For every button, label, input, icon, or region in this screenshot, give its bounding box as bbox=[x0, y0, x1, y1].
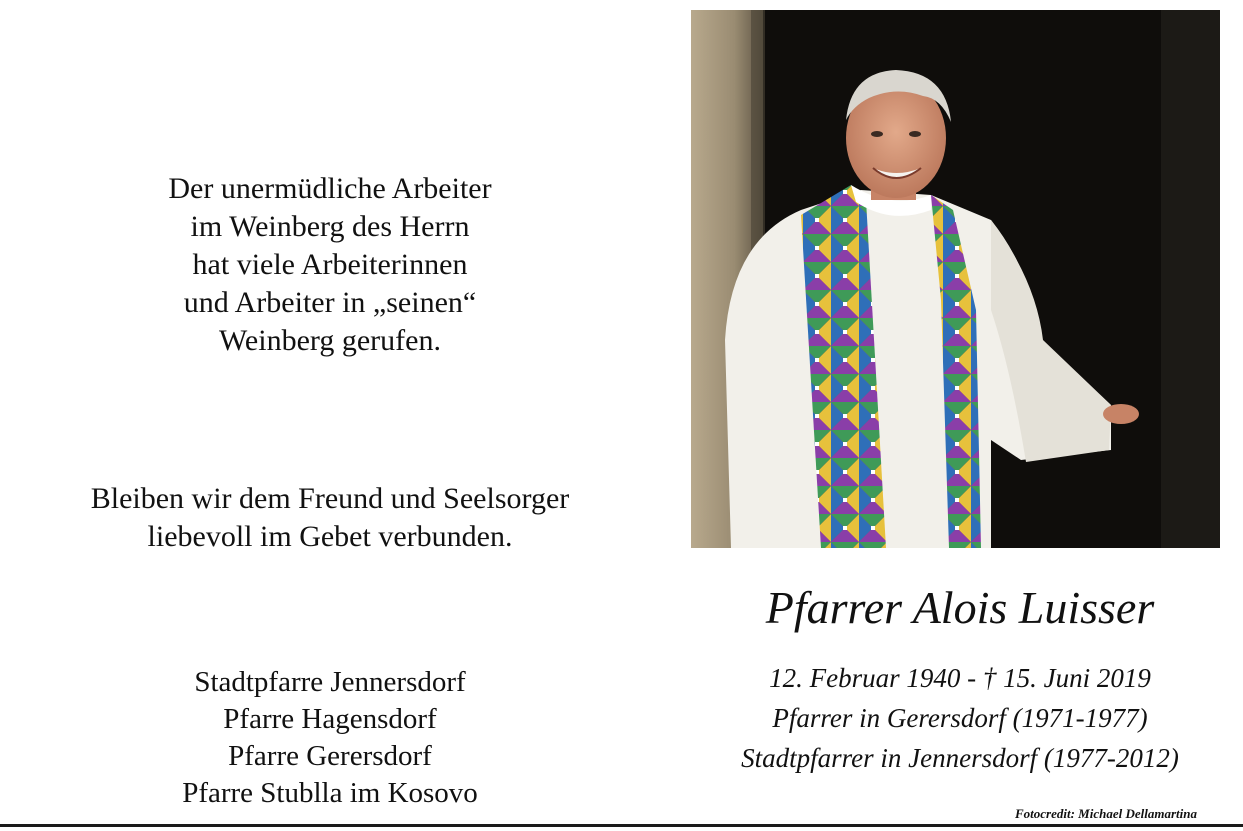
prayer-block bbox=[20, 480, 640, 556]
parish-item: Pfarre Hagensdorf bbox=[223, 703, 437, 735]
verse-line: Weinberg gerufen. bbox=[219, 324, 441, 357]
parish-item: Stadtpfarre Jennersdorf bbox=[194, 666, 466, 698]
person-name: Pfarrer Alois Luisser bbox=[765, 582, 1155, 633]
prayer-line: liebevoll im Gebet verbunden. bbox=[147, 520, 513, 553]
role-line: Pfarrer in Gerersdorf (1971-1977) bbox=[772, 703, 1148, 733]
portrait-photo bbox=[691, 10, 1220, 548]
parish-item: Pfarre Gerersdorf bbox=[228, 740, 432, 772]
parish-item: Pfarre Stublla im Kosovo bbox=[182, 777, 478, 809]
role-line: Stadtpfarrer in Jennersdorf (1977-2012) bbox=[741, 743, 1179, 773]
prayer-line: Bleiben wir dem Freund und Seelsorger bbox=[90, 482, 570, 515]
verse-line: und Arbeiter in „seinen“ bbox=[183, 286, 477, 319]
portrait-illustration bbox=[691, 10, 1220, 548]
life-dates: 12. Februar 1940 - † 15. Juni 2019 bbox=[769, 663, 1151, 693]
verse-block bbox=[20, 170, 640, 360]
person-details bbox=[700, 658, 1220, 778]
verse-line: Der unermüdliche Arbeiter bbox=[168, 172, 492, 205]
parish-list bbox=[20, 664, 640, 812]
verse-line: hat viele Arbeiterinnen bbox=[192, 248, 468, 281]
bottom-border bbox=[0, 824, 1243, 827]
photo-credit: Fotocredit: Michael Dellamartina bbox=[1015, 806, 1197, 821]
verse-line: im Weinberg des Herrn bbox=[190, 210, 470, 243]
